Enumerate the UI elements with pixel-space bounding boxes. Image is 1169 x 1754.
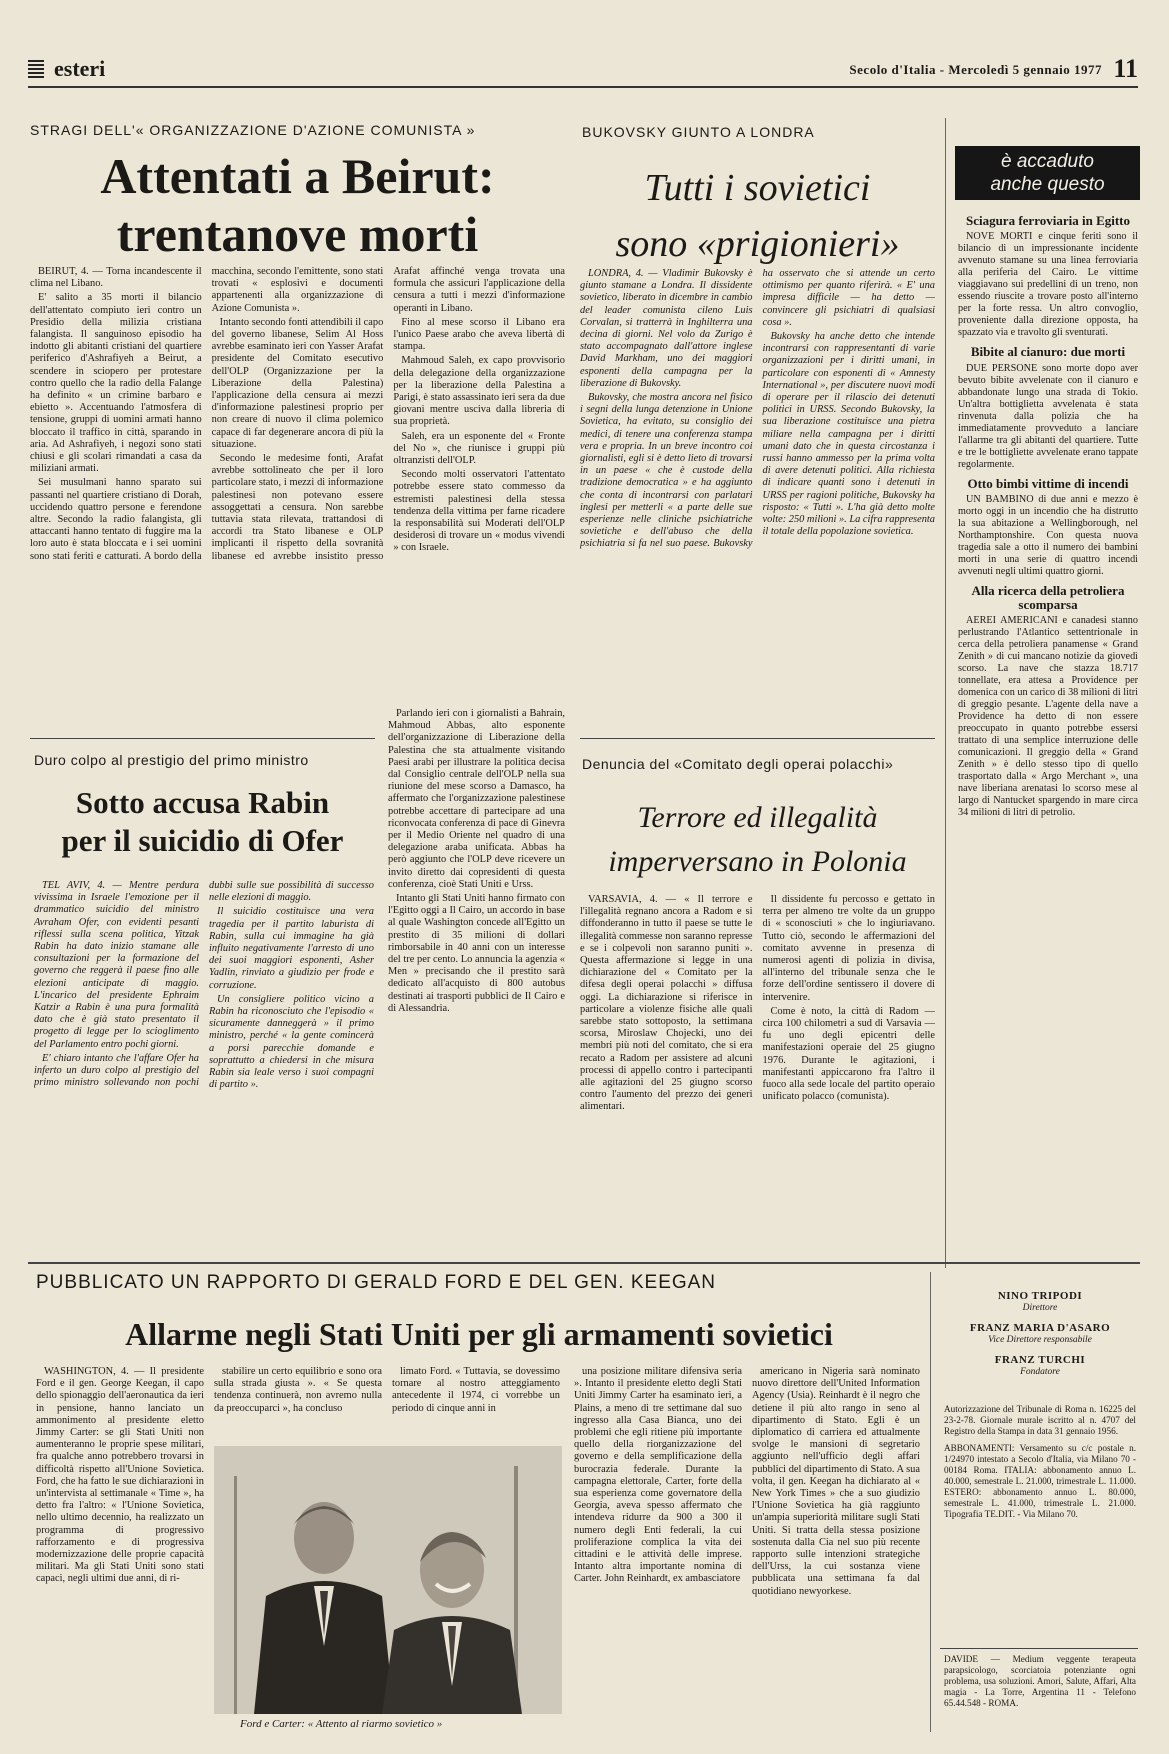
section-name: esteri [28,56,105,82]
allarme-kicker: PUBBLICATO UN RAPPORTO DI GERALD FORD E DEL GEN. KEEGAN [36,1272,717,1293]
bukovsky-kicker: BUKOVSKY GIUNTO A LONDRA [582,124,815,140]
beirut-headline [30,148,565,263]
sidebar-item-text: AEREI AMERICANI e canadesi stanno perlustrando l'Atlantico settentrionale in cerca della petroliera panamense « Grand Zenith » di cui mancano notizie da giovedì scorso. La nave che stazza 18.717 tonnellate, era attesa a Providence per domenica con un carico di 38 milioni di litri di greggio pesante. L'agente della nave a Providence ha detto di non essere preoccupato in quanto potrebbe essersi trattato di una semplice interruzione delle comunicazioni. Il greggio della « Grand Zenith » è dello stesso tipo di quello trasportato dalla « Argo Merchant », una nave liberiana arenatasi lo scorso mese al largo di Nantucket spargendo in mare circa 34 milioni di litri di petrolio. [958,615,1138,819]
polonia-top-rule [580,738,935,739]
sidebar-banner-line-2: anche questo [990,174,1105,195]
sidebar-banner [955,146,1140,200]
bottom-section-rule [28,1262,1140,1264]
sidebar-item-title: Alla ricerca della petroliera scomparsa [971,582,1125,613]
bukovsky-headline-line-1: Tutti i sovietici [644,167,871,209]
masthead [940,1290,1140,1386]
editor-role: Direttore [1022,1303,1058,1313]
rabin-body: TEL AVIV, 4. — Mentre perdura vivissima in Israele l'emozione per il drammatico suicidio del ministro Avraham Ofer, con evidenti pesanti riflessi sulla scena politica, Yitzak Rabin ha dato inizio stamane alle consultazioni per la formazione del governo che reggerà il paese fino alle elezioni anticipate di maggio. L'incarico del presidente Ephraim Katzir a Rabin è una pura formalità dato che è già stato presentato il progetto di legge per lo scioglimento del Parlamento entro pochi giorni. E' chiaro intanto che l'affare Ofer ha inferto un duro colpo al prestigio del primo ministro sollevando non pochi dubbi sulle sue possibilità di successo nelle elezioni di maggio. Il suicidio costituisce una vera tragedia per il partito laburista di Rabin, sulla cui immagine ha già influito negativamente l'arresto di uno dei suoi maggiori esponenti, Asher Yadlin, rinviato a giudizio per frode e corruzione. Un consigliere politico vicino a Rabin ha riconosciuto che l'episodio « sicuramente danneggerà » il primo ministro, perché « la gente comincerà a porsi parecchie domande e soprattutto a chiedersi in che misura Rabin sia leale verso i suoi compagni di partito ». [34,880,374,1091]
rabin-headline [30,784,375,860]
subscription-note: ABBONAMENTI: Versamento su c/c postale n. 1/24970 intestato a Secolo d'Italia, via Milano 70 - 00184 Roma. ITALIA: abbonamento annuo L. 40.000, semestrale L. 21.000, trimestrale L. 11.000. ESTERO: abbonamento annuo L. 80.000, semestrale L. 41.000, trimestrale L. 21.000. Tipografia TE.DIT. - Via Milano 70. [944,1443,1136,1519]
bukovsky-headline-line-2: sono «prigionieri» [615,223,900,265]
masthead-divider [930,1272,931,1732]
sidebar-item-text: DUE PERSONE sono morte dopo aver bevuto bibite avvelenate con il cianuro e abbandonate lungo una strada di Tokio. Un'altra bottiglietta avvelenata è stata rinvenuta dalla polizia che ha immediatamente provveduto a lanciare l'allarme tra gli abitanti del quartiere. Tutte e tre le bottigliette avvelenate erano tappate regolarmente. [958,362,1138,470]
founder-role: Fondatore [1020,1367,1060,1377]
classified-ad: DAVIDE — Medium veggente terapeuta parapsicologo, scorciatoia potenziante ogni problema, usa soluzioni. Amori, Salute, Affari, Alta magia - La Torre, Argentina 11 - Telefono 65.44.548 - ROMA. [944,1654,1136,1708]
allarme-col-5: americano in Nigeria sarà nominato nuovo direttore dell'United Information Agency (Usia). Reinhardt è il negro che detiene il più alto rango in seno al dipartimento di Stato. Egli è un diplomatico di carriera ed attualmente svolge le mansioni di segretario aggiunto nell'ufficio degli affari pubblici del dipartimento di Stato. A sua volta, il gen. Keegan ha dichiarato al « New York Times » che a suo giudizio l'Unione Sovietica ha già raggiunto un'ampia superiorità militare sugli Stati Uniti. Si tratta della stessa posizione sostenuta dalla Cia nel suo più recente rapporto sulle intenzioni strategiche dell'Urss, la cui sostanza viene pubblicata una settimana fa dal quotidiano newyorkese. [752,1366,920,1597]
beirut-body: BEIRUT, 4. — Torna incandescente il clima nel Libano. E' salito a 35 morti il bilancio dell'attentato compiuto ieri contro un Presidio della milizia cristiana falangista. Il sanguinoso episodio ha indotto gli abitanti cristiani del quartiere periferico d'Ashrafiyeh a Beirut, a scendere in sciopero per protestare contro quello che la radio della Falange ha definito « un crimine barbaro e ebietto ». Accentuando l'atmosfera di tensione, gruppi di uomini armati hanno bloccato il traffico in città, sparando in aria. Ad Ashrafiyeh, i negozi sono stati chiusi e gli scolari rimandati a casa da miliziani armati. Sei musulmani hanno sparato sui passanti nel quartiere cristiano di Dorah, uccidendo quattro persone e ferendone altre. Secondo la radio falangista, gli attaccanti hanno tentato di fuggire ma la loro auto è stata bloccata e i sei uomini sono stati feriti e catturati. A bordo della macchina, secondo l'emittente, sono stati trovati « esplosivi e documenti appartenenti alla organizzazione di Azione Comunista ». Intanto secondo fonti attendibili il capo del governo libanese, Selim Al Hoss avrebbe esaminato ieri con Yasser Arafat presidente del Comitato esecutivo dell'OLP (Organizzazione per la Liberazione della Palestina) l'applicazione della censura ai mezzi d'informazione palestinesi proprio per non creare di nuovo il clima polemico capace di far degenerare ancora di più la situazione. Secondo le medesime fonti, Arafat avrebbe sottolineato che per il loro particolare stato, i mezzi di informazione palestinesi non potevano essere assoggettati a censura. Non sarebbe tuttavia stata rilevata, trattandosi di accordi tra Stato libanese e OLP implicanti il rispetto della sovranità libanese ed avrebbe insistito presso Arafat affinché venga trovata una formula che assicuri l'applicazione della censura a tutti i mezzi d'informazione operanti in Libano. Fino al mese scorso il Libano era l'unico Paese arabo che aveva libertà di stampa. Mahmoud Saleh, ex capo provvisorio della delegazione della organizzazione per la liberazione della Palestina a Parigi, è stato assassinato ieri sera da due giovani mentre usciva dalla libreria di sua proprietà. Saleh, era un esponente del « Fronte del No », che riunisce i gruppi più oltranzisti dell'OLP. Secondo molti osservatori l'attentato potrebbe essere stato commesso da estremisti palestinesi della stessa tendenza della vittima per farne ricadere la responsabilità sui Moderati dell'OLP desiderosi di trovare un « modus vivendi » con Israele. [30,266,565,562]
bukovsky-body: LONDRA, 4. — Vladimir Bukovsky è giunto stamane a Londra. Il dissidente sovietico, liberato in dicembre in cambio del leader comunista cileno Luis Corvalan, si tratterrà in Inghilterra una decina di giorni. Nel volo da Zurigo è stato accompagnato dall'attore inglese David Markham, uno dei maggiori esponenti della campagna per la liberazione di Bukovsky. Bukovsky, che mostra ancora nel fisico i segni della lunga detenzione in Unione Sovietica, ha evitato, su consiglio dei medici, di tenere una conferenza stampa vera e propria. In un breve incontro coi giornalisti, egli si è detto lieto di trovarsi in un paese « che è custode della tradizione democratica » e ha aggiunto che conta di incontrarsi con parlatari inglesi per metterli « a parte delle sue esperienze nelle cliniche psichiatriche sovietiche e dell'abuso che della psichiatria si fa nel suo paese. Bukovsky ha osservato che si attende un certo ottimismo per quanto riferirà. « E' una impresa difficile — ha detto — convincere gli psichiatri di qualsiasi cosa ». Bukovsky ha anche detto che intende incontrarsi con rappresentanti di varie organizzazioni per i diritti umani, in particolare con esponenti di « Amnesty International », per discutere nuovi modi di operare per il rilascio dei detenuti politici in URSS. Secondo Bukovsky, la sua liberazione costituisce una pietra miliare nella campagna per i diritti umani dato che in questa circostanza i russi hanno ammesso per la prima volta di avere detenuti politici. Alla richiesta di indicare quanti sono i detenuti in URSS per ragioni politiche, Bukovsky ha risposto: « Tutti ». L'ha già detto molte volte: 250 milioni ». La cifra rappresenta il totale della popolazione sovietica. [580,268,935,550]
vice-editor-role: Vice Direttore responsabile [988,1335,1092,1345]
rabin-top-rule [30,738,375,739]
allarme-col-1: WASHINGTON, 4. — Il presidente Ford e il gen. George Keegan, il capo dello spionaggio dell'aeronautica da ieri in pensione, hanno lanciato un ammonimento al presidente eletto Jimmy Carter: se gli Stati Uniti non aumenteranno le proprie spese militari, fra qualche anno potrebbero trovarsi in difficoltà rispetto all'Unione Sovietica. Ford, che ha fatto le sue dichiarazioni in un'intervista al settimanale « Time », ha detto fra l'altro: « l'Unione Sovietica, nello ultimo decennio, ha realizzato un programma di progressivo rafforzamento e di progressiva modernizzazione delle proprie capacità militari. Ma gli Stati Uniti sono stati capaci, negli ultimi due anni, di ri- [36,1366,204,1585]
beirut-body-continued: Parlando ieri con i giornalisti a Bahrain, Mahmoud Abbas, alto esponente dell'organizzazione di Liberazione della Palestina che sta attualmente visitando Paesi arabi per illustrare la politica decisa dal Consiglio centrale dell'OLP nella sua riunione del mese scorso a Damasco, ha affermato che l'organizzazione palestinese potrebbe accettare di partecipare ad una riconvocata conferenza di pace di Ginevra per il Medio Oriente nel quadro di una delegazione araba unificata. Abbas ha però aggiunto che l'OLP deve ricevere un invito diretto dai copresidenti di questa conferenza, cioè Stati Uniti e Urss. Intanto gli Stati Uniti hanno firmato con l'Egitto oggi a Il Cairo, un accordo in base al quale Washington concede all'Egitto un prestito di 35 milioni di dollari rimborsabile in 40 anni con un interesse del tre per cento. Lo annuncia la agenzia « Men » precisando che il prestito sarà dedicato all'acquisto di 800 autobus destinati ai trasporti pubblici de Il Cairo e di Alessandria. [388,708,565,1014]
sidebar-item-title: Bibite al cianuro: due morti [970,344,1126,360]
ford-carter-photo [214,1446,562,1714]
beirut-headline-line-2: trentanove morti [116,205,479,262]
bukovsky-headline [580,160,935,272]
rabin-kicker: Duro colpo al prestigio del primo ministro [34,752,309,768]
sidebar-divider [945,118,946,1268]
polonia-headline [580,796,935,884]
beirut-kicker: STRAGI DELL'« ORGANIZZAZIONE D'AZIONE COMUNISTA » [30,122,476,138]
sidebar-banner-line-1: è accaduto [1001,151,1094,172]
allarme-headline: Allarme negli Stati Uniti per gli armamenti sovietici [125,1316,833,1352]
beirut-headline-line-1: Attentati a Beirut: [100,148,495,204]
ford-carter-photo-drawing [214,1446,562,1714]
allarme-col-3: limato Ford. « Tuttavia, se dovessimo tornare al nostro atteggiamento antecedente il 1974, ci vorrebbe un periodo di cinque anni in [392,1366,560,1414]
founder-name: FRANZ TURCHI [994,1354,1086,1366]
sidebar-news [958,208,1138,1270]
allarme-col-2: stabilire un certo equilibrio e sono ora sulla strada giusta ». « Se questa tendenza continuerà, non avremo nulla da preoccuparci », ha concluso [214,1366,382,1414]
ad-rule [940,1648,1138,1649]
rabin-headline-line-2: per il suicidio di Ofer [61,823,344,858]
polonia-body: VARSAVIA, 4. — « Il terrore e l'illegalità regnano ancora a Radom e si diffonderanno in tutto il paese se tutte le illegalità commesse non saranno represse e se i colpevoli non saranno puniti ». Questa affermazione si legge in una dichiarazione del « Comitato per la difesa degli operai polacchi » diffusa oggi. La dichiarazione si riferisce in particolare a violenze fisiche alle quali sarebbe stato sottoposto, la settimana scorsa, Miroslaw Chojecki, uno dei membri più noti del comitato, che si era recato a Radom per assistere ad alcuni processi di appello contro i partecipanti alle agitazioni del 25 giugno scorso contro l'aumento del prezzo dei generi alimentari. Il dissidente fu percosso e gettato in terra per almeno tre volte da un gruppo di « sconosciuti » che lo ingiuriavano. Tutto ciò, secondo le affermazioni del comitato avvenne in presenza di numerosi agenti di polizia in divisa, all'interno del tribunale senza che le forze dell'ordine sentissero il dovere di intervenire. Come è noto, la città di Radom — circa 100 chilometri a sud di Varsavia — fu uno degli epicentri delle manifestazioni operaie del 25 giugno 1976. Durante le agitazioni, i manifestanti appiccarono fra l'altro il fuoco alla sede locale del partito operaio unificato polacco (comunista). [580,894,935,1113]
registration-note: Autorizzazione del Tribunale di Roma n. 16225 del 23-2-78. Giornale murale iscritto al n. 4707 del Registro della Stampa in data 31 gennaio 1956. [944,1404,1136,1436]
polonia-headline-line-2: imperversano in Polonia [608,845,907,878]
section-marker-icon [28,60,44,78]
page-header [28,52,1138,88]
page-number: 11 [1113,54,1138,83]
photo-caption: Ford e Carter: « Attento al riarmo sovietico » [240,1718,443,1730]
allarme-col-4: una posizione militare difensiva seria ». Intanto il presidente eletto degli Stati Uniti Jimmy Carter ha esaminato ieri, a Plains, a meno di tre settimane dal suo ingresso alla Casa Bianca, uno dei problemi che egli ritiene più importante quello della riorganizzazione del governo e della semplificazione della burocrazia federale. Durante la campagna elettorale, Carter, forte della sua esperienza come governatore della Georgia, aveva spesso affermato che intendeva ridurre da 900 a 300 il numero degli Enti federali, la cui proliferazione complica la vita dei cittadini e le attività delle imprese. Intanto altra importante nomina di Carter. John Reinhardt, ex ambasciatore [574,1366,742,1585]
polonia-headline-line-1: Terrore ed illegalità [637,801,878,834]
editor-name: NINO TRIPODI [997,1290,1083,1302]
sidebar-item-text: NOVE MORTI e cinque feriti sono il bilancio di un impressionante incidente avvenuto stamane su una linea ferroviaria alla periferia del Cairo. Le vittime viaggiavano sui predellini di un treno, non essendo riuscite a trovare posto all'interno per la forte ressa. Un altro convoglio, proveniente dalla direzione opposta, ha spazzato via e travolto gli sventurati. [958,231,1138,339]
sidebar-item-title: Sciagura ferroviaria in Egitto [965,213,1131,228]
sidebar-item-text: UN BAMBINO di due anni e mezzo è morto oggi in un incendio che ha distrutto la sua abitazione a Wellingborough, nel Northamptonshire. Con questa nuova tragedia sale a otto il numero dei bambini morti in una serie di quattro incendi avvenuti negli ultimi quattro giorni. [958,493,1138,577]
masthead-notes [944,1404,1136,1526]
rabin-headline-line-1: Sotto accusa Rabin [75,785,330,820]
sidebar-item-title: Otto bimbi vittime di incendi [967,475,1129,491]
polonia-kicker: Denuncia del «Comitato degli operai polacchi» [582,756,894,772]
vice-editor-name: FRANZ MARIA D'ASARO [969,1322,1111,1334]
date-line: Secolo d'Italia - Mercoledì 5 gennaio 1977 [849,62,1102,77]
